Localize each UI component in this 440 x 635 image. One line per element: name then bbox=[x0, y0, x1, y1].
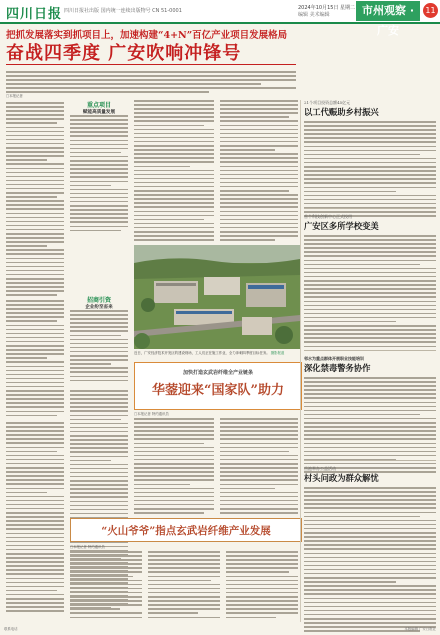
lead-col2-lower-text bbox=[70, 310, 128, 384]
headline-rule bbox=[6, 64, 296, 65]
lead-col1-lower-text bbox=[6, 300, 64, 419]
volcano-article-col1 bbox=[70, 551, 142, 621]
brief-schools-title: 广安区多所学校变美 bbox=[304, 221, 379, 231]
lead-col1-bottom-text bbox=[6, 422, 64, 614]
brief-schools bbox=[304, 214, 436, 351]
section-tab: 市州观察 · 广安 bbox=[356, 1, 420, 21]
huaying-article-headline: 华蓥迎来“国家队”助力 bbox=[152, 383, 284, 398]
lead-reporter: □本报记者 bbox=[6, 94, 23, 98]
newspaper-logo: 四川日报 bbox=[6, 7, 63, 22]
brief-village-inquiry bbox=[304, 466, 436, 631]
volcano-article-col2 bbox=[148, 551, 220, 621]
huaying-article-kicker: 加快打造玄武岩纤维全产业链条 bbox=[182, 370, 253, 376]
huaying-article-reporter: □本报记者 特约通讯员 bbox=[134, 412, 169, 416]
subhead-investment-deck: 企业纷至沓来 bbox=[85, 305, 113, 310]
volcano-article-col3 bbox=[226, 551, 298, 621]
column-divider bbox=[300, 100, 301, 622]
brief-village-inquiry-kicker: 岳池举办公益活动 bbox=[304, 466, 336, 471]
lead-col2 bbox=[70, 100, 128, 115]
brief-antidrug-kicker: 邻水为重点群体开展职业技能培训 bbox=[304, 356, 364, 361]
industrial-park-photo bbox=[134, 245, 300, 349]
brief-work-relief-title: 以工代赈助乡村振兴 bbox=[304, 107, 379, 117]
subhead-key-projects: 重点项目 bbox=[86, 102, 111, 109]
lead-col2-text bbox=[70, 115, 128, 234]
lead-kicker: 把抓发展落实到抓项目上，加速构建“4+N”百亿产业项目发展格局 bbox=[6, 30, 288, 41]
right-briefs-column bbox=[304, 100, 436, 630]
lead-col3-text bbox=[134, 100, 214, 243]
lead-col1-text bbox=[6, 102, 64, 299]
footer-editor: 本版编辑 广安日报社 bbox=[404, 627, 436, 631]
masthead-meta: 四川日报社出版 国内统一连续出版物号 CN 51-0001 bbox=[64, 8, 182, 14]
volcano-article-headline-box bbox=[70, 518, 302, 542]
photo-caption: 近日，广安经济技术开发区的建设现场，工人们正在施工作业，全力冲刺四季度目标任务。 摄影报道 bbox=[134, 351, 285, 355]
brief-village-inquiry-title: 村头问政为群众解忧 bbox=[304, 473, 379, 483]
lead-intro-text bbox=[6, 71, 296, 96]
lead-headline: 奋战四季度 广安吹响冲锋号 bbox=[6, 43, 242, 64]
huaying-article-headline-box bbox=[134, 362, 302, 410]
volcano-article-reporter: □本报记者 特约通讯员 bbox=[70, 545, 105, 549]
lead-col2-lower bbox=[70, 295, 128, 310]
volcano-article-headline: “火山爷爷”指点玄武岩纤维产业发展 bbox=[101, 525, 271, 537]
subhead-investment: 招商引资 bbox=[86, 297, 111, 304]
huaying-article-col1 bbox=[134, 418, 214, 516]
brief-antidrug-title: 深化禁毒警务协作 bbox=[304, 363, 371, 373]
subhead-key-projects-deck: 赋能高质量发展 bbox=[82, 110, 116, 115]
lead-col4-text bbox=[220, 100, 298, 243]
brief-work-relief-kicker: 21个项目投资总额45亿元 bbox=[304, 100, 351, 105]
photo-credit: 摄影报道 bbox=[270, 351, 285, 355]
photo-illustration bbox=[134, 245, 300, 349]
brief-work-relief bbox=[304, 100, 436, 216]
edition-info: 编辑 美术编辑 bbox=[298, 12, 330, 18]
page-number-badge: 11 bbox=[423, 3, 438, 18]
issue-date: 2024年10月15日 星期二 bbox=[298, 5, 356, 11]
page-footer bbox=[4, 626, 436, 631]
huaying-article-col2 bbox=[220, 418, 298, 516]
brief-antidrug bbox=[304, 356, 436, 472]
brief-schools-kicker: 首个科技创新中心正式投用 bbox=[304, 214, 352, 219]
footer-contact: 联系电话 bbox=[4, 627, 18, 631]
